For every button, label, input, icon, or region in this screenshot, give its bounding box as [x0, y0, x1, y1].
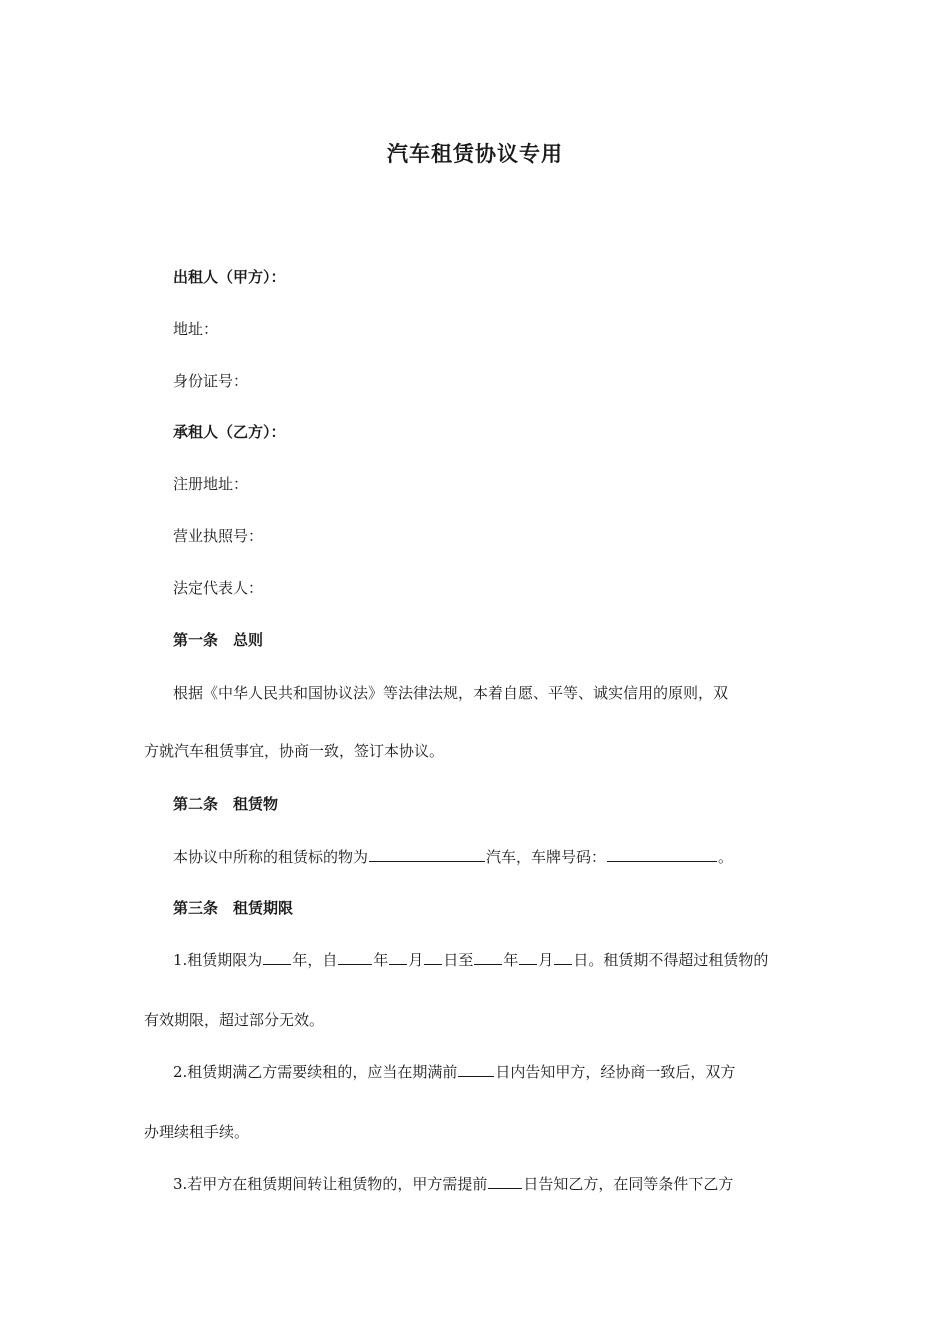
item-1-part-4: 月 [408, 951, 424, 969]
article-1-paragraph-line-1: 根据《中华人民共和国协议法》等法律法规，本着自愿、平等、诚实信用的原则，双 [173, 684, 729, 702]
article-3-item-3-line-1 [173, 1172, 733, 1195]
start-year-blank[interactable] [338, 948, 372, 965]
document-title: 汽车租赁协议专用 [387, 141, 563, 166]
start-day-blank[interactable] [424, 948, 442, 965]
article-3-item-2-line-2: 办理续租手续。 [144, 1123, 250, 1141]
article-2-text-b: 汽车，车牌号码： [486, 848, 607, 866]
lessee-license-label: 营业执照号： [173, 527, 264, 545]
item-1-part-7: 月 [538, 951, 554, 969]
start-month-blank[interactable] [389, 948, 407, 965]
article-1-heading: 第一条 总则 [173, 631, 264, 649]
item-3-part-2: 日告知乙方，在同等条件下乙方 [523, 1175, 734, 1193]
article-2-text-a: 本协议中所称的租赁标的物为 [173, 848, 369, 866]
item-1-part-1: 1.租赁期限为 [173, 951, 263, 969]
lessee-legal-rep-label: 法定代表人： [173, 579, 264, 597]
end-day-blank[interactable] [554, 948, 572, 965]
lessor-address-label: 地址： [173, 320, 219, 338]
article-2-heading: 第二条 租赁物 [173, 795, 279, 813]
end-year-blank[interactable] [474, 948, 502, 965]
lessee-heading: 承租人（乙方）： [173, 423, 286, 441]
transfer-notice-days-blank[interactable] [488, 1172, 522, 1189]
item-1-part-5: 日至 [443, 951, 474, 969]
article-3-item-1-line-1 [173, 948, 768, 971]
article-3-item-2-line-1 [173, 1060, 735, 1083]
article-2-paragraph [173, 845, 733, 868]
vehicle-model-blank[interactable] [369, 845, 485, 862]
article-2-text-c: 。 [718, 848, 734, 866]
item-1-part-8: 日。租赁期不得超过租赁物的 [573, 951, 769, 969]
renewal-notice-days-blank[interactable] [458, 1060, 494, 1077]
article-1-paragraph-line-2: 方就汽车租赁事宜，协商一致，签订本协议。 [144, 742, 445, 760]
item-2-part-1: 2.租赁期满乙方需要续租的，应当在期满前 [173, 1063, 458, 1081]
item-1-part-3: 年 [373, 951, 389, 969]
lessor-heading: 出租人（甲方）： [173, 268, 286, 286]
term-years-blank[interactable] [263, 948, 291, 965]
item-3-part-1: 3.若甲方在租赁期间转让租赁物的，甲方需提前 [173, 1175, 488, 1193]
end-month-blank[interactable] [519, 948, 537, 965]
article-3-heading: 第三条 租赁期限 [173, 899, 294, 917]
plate-number-blank[interactable] [607, 845, 717, 862]
lessee-reg-address-label: 注册地址： [173, 475, 249, 493]
lessor-id-label: 身份证号： [173, 372, 249, 390]
item-2-part-2: 日内告知甲方，经协商一致后，双方 [495, 1063, 736, 1081]
article-3-item-1-line-2: 有效期限，超过部分无效。 [144, 1011, 325, 1029]
item-1-part-6: 年 [503, 951, 519, 969]
item-1-part-2: 年，自 [292, 951, 338, 969]
